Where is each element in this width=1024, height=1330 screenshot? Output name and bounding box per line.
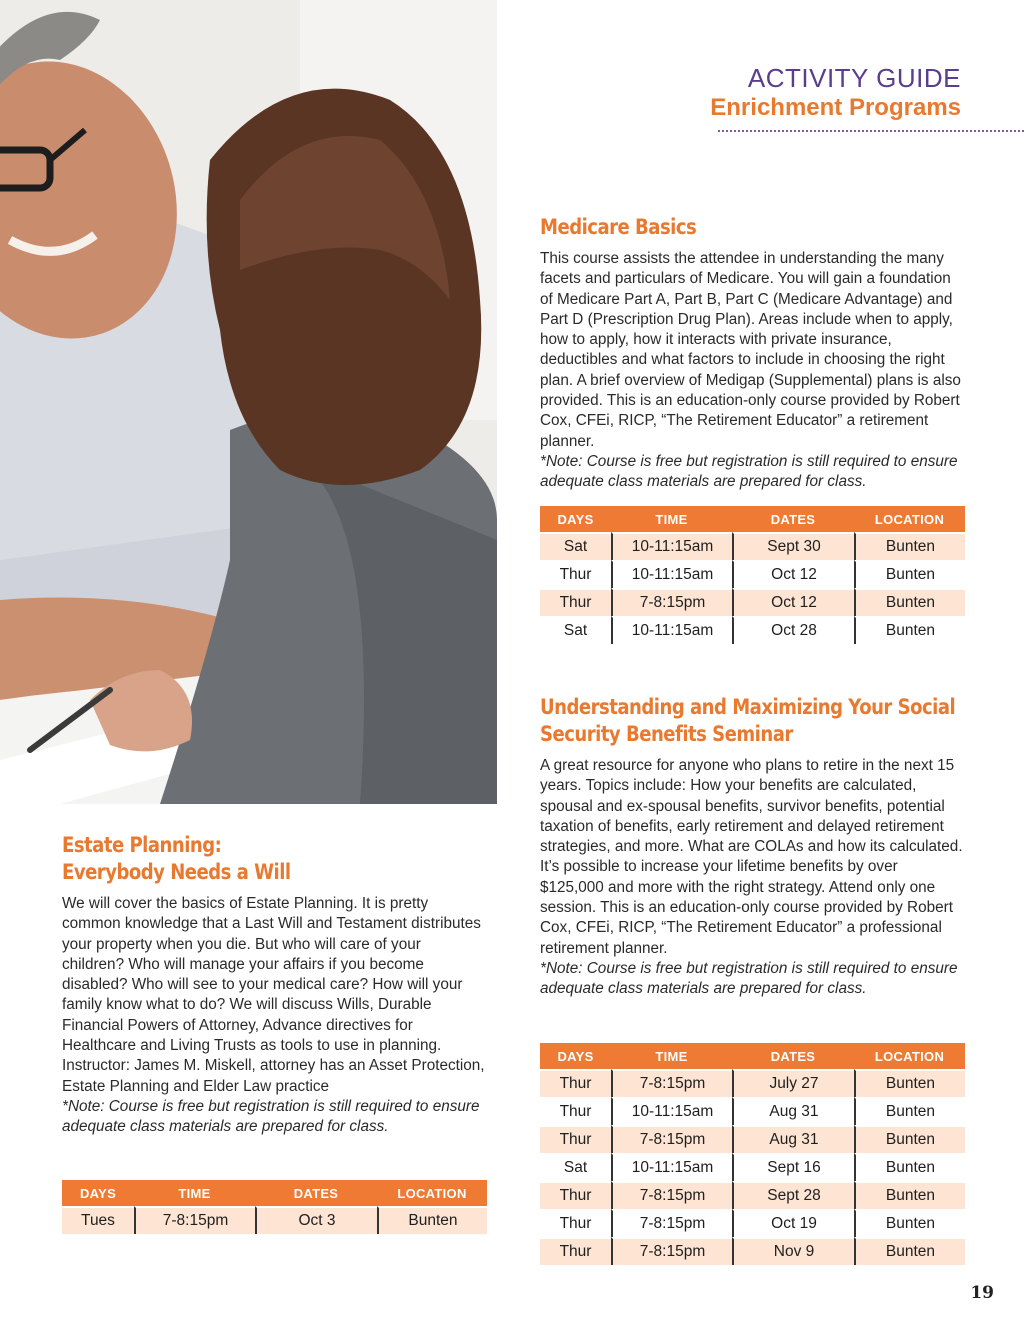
table-row bbox=[540, 1097, 965, 1125]
medicare-section bbox=[540, 214, 965, 493]
table-row bbox=[540, 1125, 965, 1153]
cell-date: Oct 28 bbox=[732, 616, 854, 644]
cell-day: Tues bbox=[62, 1206, 134, 1234]
cell-date: Sept 16 bbox=[732, 1153, 854, 1181]
col-time: TIME bbox=[611, 1043, 732, 1069]
col-dates: DATES bbox=[732, 1043, 854, 1069]
cell-day: Sat bbox=[540, 1153, 611, 1181]
estate-title-line2: Everybody Needs a Will bbox=[62, 860, 291, 884]
cell-time: 10-11:15am bbox=[611, 1097, 732, 1125]
cell-day: Thur bbox=[540, 1125, 611, 1153]
col-location: LOCATION bbox=[854, 1043, 965, 1069]
table-row bbox=[540, 1153, 965, 1181]
cell-time: 7-8:15pm bbox=[611, 1125, 732, 1153]
cell-day: Thur bbox=[540, 1209, 611, 1237]
col-days: DAYS bbox=[62, 1180, 134, 1206]
cell-location: Bunten bbox=[854, 1181, 965, 1209]
cell-day: Thur bbox=[540, 560, 611, 588]
cell-date: Aug 31 bbox=[732, 1125, 854, 1153]
page-header bbox=[710, 62, 961, 122]
header-divider bbox=[718, 130, 1024, 132]
table-row bbox=[540, 560, 965, 588]
guide-title: ACTIVITY GUIDE bbox=[747, 63, 961, 93]
estate-title bbox=[62, 832, 486, 886]
social-security-body1: A great resource for anyone who plans to retire in the next 15 years. Topics include: How your benefits are calculated, spousal and ex-spousal benefits, survivor benefits, potential taxation of benefits, early retirement and delayed retirement strategies, and more. What are COLAs and how its calculated. bbox=[540, 757, 963, 856]
medicare-body: This course assists the attendee in understanding the many facets and particulars of Medicare. You will gain a foundation of Medicare Part A, Part B, Part C (Medicare Advantage) and Part D (Prescription Drug Plan). Areas include when to apply, how to apply, how it interacts with private insurance, deductibles and what factors to include in choosing the right plan. A brief overview of Medigap (Supplemental) plans is also provided. This is an education-only course provided by Robert Cox, CFEi, RICP, “The Retirement Educator” a retirement planner. bbox=[540, 250, 961, 450]
medicare-schedule-table bbox=[540, 506, 965, 644]
cell-time: 10-11:15am bbox=[611, 532, 732, 560]
cell-location: Bunten bbox=[854, 588, 965, 616]
col-dates: DATES bbox=[732, 506, 854, 532]
cell-location: Bunten bbox=[854, 1069, 965, 1097]
cell-day: Thur bbox=[540, 1097, 611, 1125]
estate-title-line1: Estate Planning: bbox=[62, 833, 222, 857]
cell-date: July 27 bbox=[732, 1069, 854, 1097]
cell-day: Thur bbox=[540, 1181, 611, 1209]
table-header-row bbox=[62, 1180, 487, 1206]
table-row bbox=[540, 1181, 965, 1209]
table-row bbox=[540, 1209, 965, 1237]
table-row bbox=[540, 588, 965, 616]
estate-section bbox=[62, 832, 487, 1138]
social-security-section bbox=[540, 694, 965, 1000]
estate-body: We will cover the basics of Estate Planning. It is pretty common knowledge that a Last Will and Testament distributes your property when you die. But who will care of your children? Who will manage your affairs if you become disabled? Who will see to your medical care? How will your family know what to do? We will discuss Wills, Durable Financial Powers of Attorney, Advance directives for Healthcare and Living Trusts as tools to use in planning. Instructor: James M. Miskell, attorney has an Asset Protection, Estate Planning and Elder Law practice bbox=[62, 895, 485, 1095]
cell-location: Bunten bbox=[854, 1125, 965, 1153]
cell-time: 7-8:15pm bbox=[611, 1181, 732, 1209]
cell-time: 7-8:15pm bbox=[611, 1069, 732, 1097]
cell-date: Oct 3 bbox=[255, 1206, 377, 1234]
col-dates: DATES bbox=[255, 1180, 377, 1206]
medicare-title: Medicare Basics bbox=[540, 215, 697, 239]
cell-location: Bunten bbox=[854, 616, 965, 644]
cell-time: 10-11:15am bbox=[611, 560, 732, 588]
social-security-title-line2: Security Benefits Seminar bbox=[540, 722, 793, 746]
section-title: Enrichment Programs bbox=[710, 94, 961, 121]
social-security-body2: It’s possible to increase your lifetime benefits by over $125,000 and more with the right strategy. Attend only one session. This is an education-only course provided by Robert Cox, CFEi, RICP, “The Retirement Educator” a professional retirement planner. bbox=[540, 858, 953, 957]
table-row bbox=[540, 1069, 965, 1097]
cell-time: 10-11:15am bbox=[611, 616, 732, 644]
col-days: DAYS bbox=[540, 506, 611, 532]
estate-note: *Note: Course is free but registration is still required to ensure adequate class materials are prepared for class. bbox=[62, 1097, 480, 1136]
social-security-schedule-table bbox=[540, 1043, 965, 1265]
medicare-description bbox=[540, 249, 965, 493]
page-number: 19 bbox=[970, 1283, 994, 1303]
col-time: TIME bbox=[134, 1180, 255, 1206]
cell-day: Sat bbox=[540, 616, 611, 644]
medicare-note: *Note: Course is free but registration is still required to ensure adequate class materials are prepared for class. bbox=[540, 452, 958, 491]
estate-schedule-table bbox=[62, 1180, 487, 1234]
col-days: DAYS bbox=[540, 1043, 611, 1069]
cell-day: Thur bbox=[540, 1069, 611, 1097]
cell-date: Aug 31 bbox=[732, 1097, 854, 1125]
cell-day: Sat bbox=[540, 532, 611, 560]
table-row bbox=[540, 616, 965, 644]
cell-day: Thur bbox=[540, 588, 611, 616]
hero-photo bbox=[0, 0, 497, 804]
table-row bbox=[540, 532, 965, 560]
cell-location: Bunten bbox=[377, 1206, 487, 1234]
cell-time: 10-11:15am bbox=[611, 1153, 732, 1181]
cell-time: 7-8:15pm bbox=[134, 1206, 255, 1234]
social-security-title-line1: Understanding and Maximizing Your Social bbox=[540, 695, 956, 719]
cell-day: Thur bbox=[540, 1237, 611, 1265]
table-row bbox=[62, 1206, 487, 1234]
col-location: LOCATION bbox=[854, 506, 965, 532]
social-security-title bbox=[540, 694, 964, 748]
table-row bbox=[540, 1237, 965, 1265]
cell-date: Oct 19 bbox=[732, 1209, 854, 1237]
cell-date: Nov 9 bbox=[732, 1237, 854, 1265]
table-header-row bbox=[540, 1043, 965, 1069]
cell-date: Sept 28 bbox=[732, 1181, 854, 1209]
cell-location: Bunten bbox=[854, 1209, 965, 1237]
col-location: LOCATION bbox=[377, 1180, 487, 1206]
social-security-description bbox=[540, 756, 965, 1000]
cell-date: Oct 12 bbox=[732, 560, 854, 588]
cell-time: 7-8:15pm bbox=[611, 1237, 732, 1265]
cell-time: 7-8:15pm bbox=[611, 588, 732, 616]
cell-time: 7-8:15pm bbox=[611, 1209, 732, 1237]
cell-location: Bunten bbox=[854, 1237, 965, 1265]
photo-illustration bbox=[0, 0, 497, 804]
cell-date: Oct 12 bbox=[732, 588, 854, 616]
cell-location: Bunten bbox=[854, 560, 965, 588]
estate-description bbox=[62, 894, 487, 1138]
cell-date: Sept 30 bbox=[732, 532, 854, 560]
cell-location: Bunten bbox=[854, 1153, 965, 1181]
social-security-note: *Note: Course is free but registration is still required to ensure adequate class materials are prepared for class. bbox=[540, 959, 958, 998]
table-header-row bbox=[540, 506, 965, 532]
cell-location: Bunten bbox=[854, 532, 965, 560]
col-time: TIME bbox=[611, 506, 732, 532]
cell-location: Bunten bbox=[854, 1097, 965, 1125]
